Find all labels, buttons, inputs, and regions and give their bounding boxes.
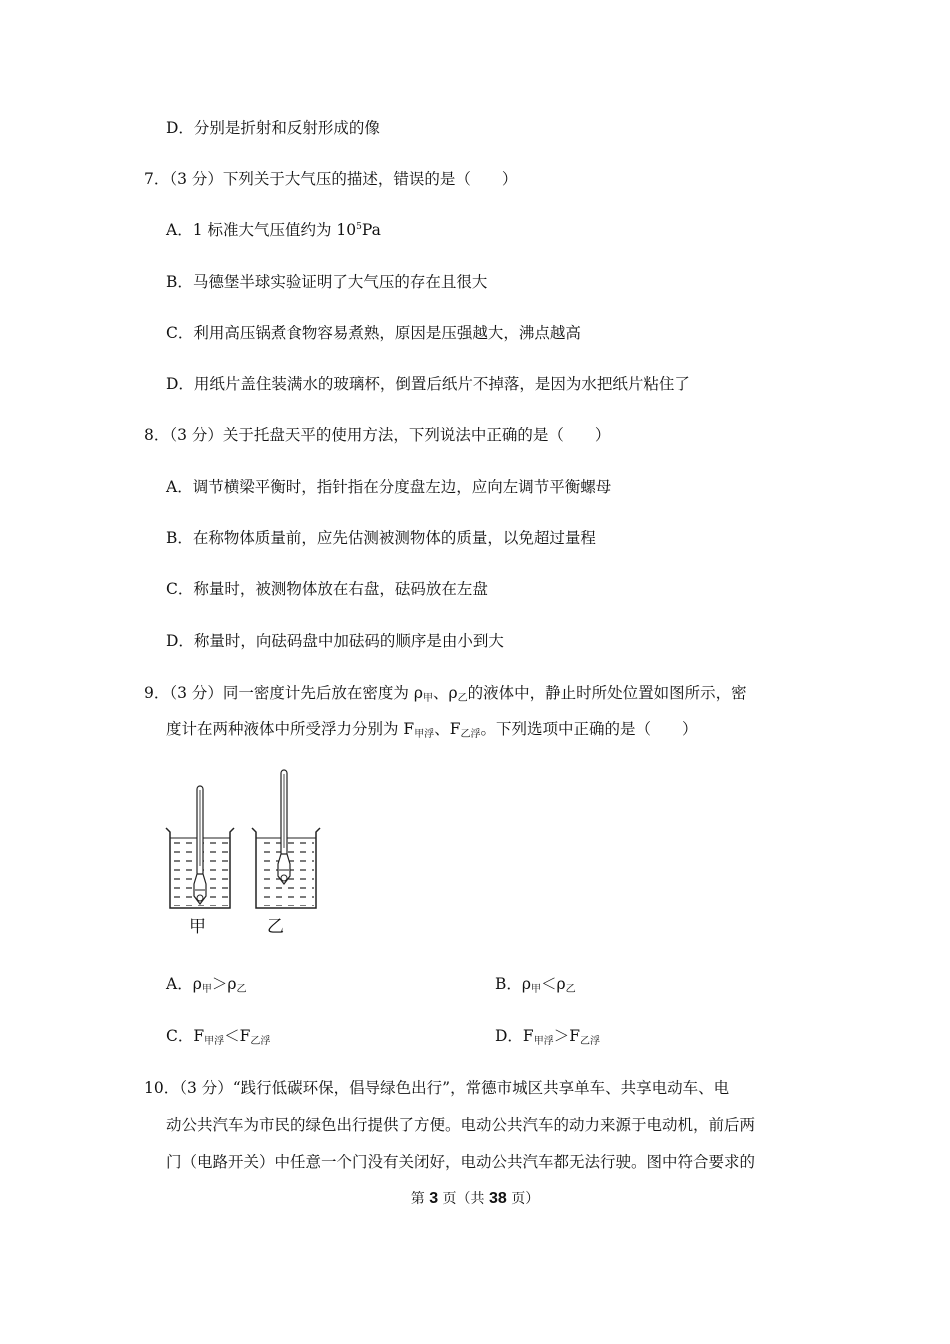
q9-stem-sub-jia: 甲 bbox=[422, 693, 433, 704]
q9-stem-line2 bbox=[166, 718, 697, 743]
q9-option-b bbox=[495, 973, 576, 998]
q9-option-b-sub-2: 乙 bbox=[565, 984, 576, 995]
q10-stem-line1: 10．（3 分）“践行低碳环保，倡导绿色出行”，常德市城区共享单车、共享电动车、电 bbox=[144, 1079, 730, 1097]
q9-option-c bbox=[166, 1025, 270, 1050]
q9-option-b-sub-1: 甲 bbox=[531, 984, 542, 995]
q9-option-a-sub-2: 乙 bbox=[236, 984, 247, 995]
footer-post: 页） bbox=[506, 1191, 540, 1207]
q9-stem-sub-yi: 乙 bbox=[457, 693, 468, 704]
q9-option-d-sub-2: 乙浮 bbox=[579, 1036, 600, 1047]
q7-option-a-exponent: 5 bbox=[356, 222, 362, 232]
q9-option-b-text-1: B．ρ bbox=[495, 975, 532, 993]
q9-option-a bbox=[166, 973, 246, 998]
footer-total-pages: 38 bbox=[489, 1190, 507, 1207]
beaker-jia bbox=[166, 786, 234, 908]
q9-option-d-text-1: D．F bbox=[495, 1027, 534, 1045]
q9-stem-line1 bbox=[144, 682, 747, 707]
q9-option-a-text-1: A．ρ bbox=[166, 975, 202, 993]
q7-option-b: B．马德堡半球实验证明了大气压的存在且很大 bbox=[166, 273, 488, 291]
q7-option-c: C．利用高压锅煮食物容易煮熟，原因是压强越大，沸点越高 bbox=[166, 324, 581, 342]
q7-option-a bbox=[166, 219, 381, 244]
q9-option-d bbox=[495, 1025, 600, 1050]
q9-stem-text-a: 9．（3 分）同一密度计先后放在密度为 ρ bbox=[144, 684, 423, 702]
figure-label-jia: 甲 bbox=[189, 917, 206, 936]
q8-option-c: C．称量时，被测物体放在右盘，砝码放在左盘 bbox=[166, 580, 488, 598]
q6-option-d: D．分别是折射和反射形成的像 bbox=[166, 119, 380, 137]
footer-mid: 页（共 bbox=[438, 1191, 489, 1207]
q9-option-d-sub-1: 甲浮 bbox=[533, 1036, 554, 1047]
hydrometer-figure bbox=[160, 766, 330, 938]
q10-stem-line3: 门（电路开关）中任意一个门没有关闭好，电动公共汽车都无法行驶。图中符合要求的 bbox=[166, 1153, 756, 1171]
q9-stem-text-c: 的液体中，静止时所处位置如图所示，密 bbox=[467, 684, 747, 702]
q9-stem2-text-b: 、F bbox=[434, 720, 461, 738]
figure-label-yi: 乙 bbox=[267, 917, 284, 936]
q9-option-c-sub-2: 乙浮 bbox=[250, 1036, 271, 1047]
page-footer bbox=[0, 1188, 950, 1208]
q7-option-d: D．用纸片盖住装满水的玻璃杯，倒置后纸片不掉落，是因为水把纸片粘住了 bbox=[166, 375, 690, 393]
q8-option-a: A．调节横梁平衡时，指针指在分度盘左边，应向左调节平衡螺母 bbox=[166, 478, 612, 496]
q8-option-d: D．称量时，向砝码盘中加砝码的顺序是由小到大 bbox=[166, 632, 504, 650]
q8-stem: 8．（3 分）关于托盘天平的使用方法，下列说法中正确的是（ ） bbox=[144, 426, 611, 444]
q7-option-a-text: A．1 标准大气压值约为 10 bbox=[166, 221, 357, 239]
q9-option-a-sub-1: 甲 bbox=[201, 984, 212, 995]
q10-stem-line2: 动公共汽车为市民的绿色出行提供了方便。电动公共汽车的动力来源于电动机，前后两 bbox=[166, 1116, 756, 1134]
q9-option-c-text-1: C．F bbox=[166, 1027, 205, 1045]
hydrometer-diagram bbox=[160, 766, 330, 938]
q9-option-d-text-2: ＞F bbox=[553, 1027, 580, 1045]
q9-option-c-sub-1: 甲浮 bbox=[204, 1036, 225, 1047]
q9-option-b-text-2: ＜ρ bbox=[541, 975, 566, 993]
footer-page-number: 3 bbox=[429, 1190, 439, 1207]
q9-option-a-text-2: ＞ρ bbox=[211, 975, 237, 993]
q9-stem2-sub-yifu: 乙浮 bbox=[460, 729, 481, 740]
beaker-yi bbox=[252, 770, 320, 908]
footer-pre: 第 bbox=[410, 1191, 430, 1207]
q9-stem-text-b: 、ρ bbox=[432, 684, 458, 702]
q9-option-c-text-2: ＜F bbox=[224, 1027, 251, 1045]
q9-stem2-text-c: 。下列选项中正确的是（ ） bbox=[480, 720, 698, 738]
q7-option-a-unit: Pa bbox=[361, 221, 381, 239]
q9-stem2-text-a: 度计在两种液体中所受浮力分别为 F bbox=[166, 720, 415, 738]
q8-option-b: B．在称物体质量前，应先估测被测物体的质量，以免超过量程 bbox=[166, 529, 596, 547]
q7-stem: 7．（3 分）下列关于大气压的描述，错误的是（ ） bbox=[144, 170, 518, 188]
q9-stem2-sub-jiafu: 甲浮 bbox=[414, 729, 435, 740]
